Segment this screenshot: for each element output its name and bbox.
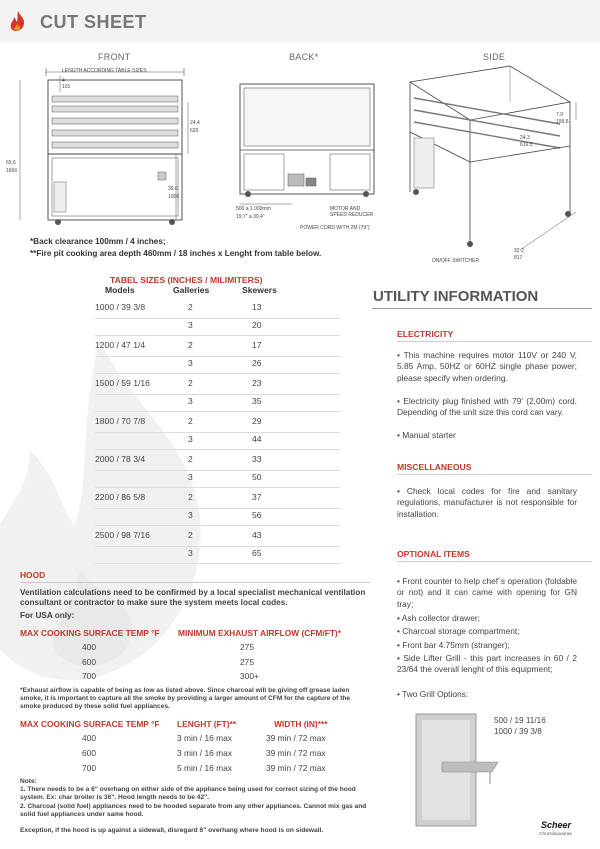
front-dim-base-in: 39.6: [168, 186, 178, 192]
note-back-clearance: *Back clearance 100mm / 4 inches;: [30, 237, 166, 246]
side-lifter-grill-image: [412, 710, 502, 832]
size-model: 1000 / 39 3/8: [95, 302, 146, 312]
utility-divider: [372, 308, 592, 309]
grill-option-2: 1000 / 39 3/8: [494, 727, 542, 736]
flame-icon: [8, 10, 28, 32]
hood-t1-temp: 600: [82, 656, 96, 667]
page-title: CUT SHEET: [40, 12, 147, 32]
hood-usa: For USA only:: [20, 611, 75, 620]
back-motor-label: MOTOR AND: [330, 206, 361, 212]
size-skewers: 37: [252, 492, 262, 502]
brand-subtitle: Churrasqueiras: [539, 832, 572, 837]
optional-item-4: • Front bar 4.75mm (stranger);: [397, 640, 510, 650]
hood-exception: Exception, if the hood is up against a sidewall, disregard 6" overhang where hood is on sidewall.: [20, 827, 324, 834]
front-dim-gallery-mm: 620: [190, 128, 199, 134]
electricity-item-1: • This machine requires motor 110V or 240 V, 5.85 Amp, 50HZ or 60HZ single phase power; please specify when ordering.: [397, 350, 577, 383]
size-skewers: 20: [252, 320, 262, 330]
misc-item: • Check local codes for fire and sanitary regulations, manufacturer is not responsible for installation.: [397, 486, 577, 519]
back-cord-label: POWER CORD WITH 2M (79"): [300, 225, 370, 231]
hood-intro: Ventilation calculations need to be confirmed by a local specialist mechanical ventilation consultant or contractor to make sure the system meets local codes.: [20, 588, 366, 607]
size-skewers: 35: [252, 396, 262, 406]
misc-divider: [397, 474, 592, 475]
side-dim-top-in: 7.9: [556, 112, 563, 118]
front-dim-top-mm: 101: [62, 84, 71, 90]
size-galleries: 2: [188, 530, 193, 540]
side-dim-mid-in: 24.3: [520, 135, 530, 141]
optional-heading: OPTIONAL ITEMS: [397, 549, 470, 559]
electricity-heading: ELECTRICITY: [397, 329, 454, 339]
side-dim-mid-mm: 616.5: [520, 142, 533, 148]
hood-note-2: 2. Charcoal (solid fuel) appliances need to be hooded separate from any other appliances. Cannot mix gas and solid fuel appliances under same hood.: [20, 803, 367, 819]
hood-t1-temp: 400: [82, 642, 96, 652]
side-dim-bot-mm: 817: [514, 255, 523, 261]
size-galleries: 3: [188, 396, 193, 406]
size-galleries: 2: [188, 302, 193, 312]
size-row-divider: [95, 356, 340, 357]
size-skewers: 29: [252, 416, 262, 426]
hood-t1-h2: MINIMUM EXHAUST AIRFLOW (CFM/FT)*: [178, 628, 341, 638]
size-galleries: 3: [188, 434, 193, 444]
optional-item-1: • Front counter to help chef´s operation (foldable or not) and it can came with opening for GN tray;: [397, 576, 577, 609]
size-skewers: 56: [252, 510, 262, 520]
size-row-divider: [95, 394, 340, 395]
size-row-divider: [95, 335, 340, 336]
size-galleries: 2: [188, 378, 193, 388]
hood-t1-airflow: 275: [240, 642, 254, 652]
hood-heading: HOOD: [20, 570, 46, 580]
hood-t2-length: 5 min / 16 max: [177, 763, 232, 773]
side-switcher-label: ON/OFF SWITCHER: [432, 258, 479, 264]
size-model: 2500 / 98 7/16: [95, 530, 150, 540]
size-galleries: 2: [188, 340, 193, 350]
size-model: 1500 / 59 1/16: [95, 378, 150, 388]
front-dim-total-in: 65.6: [6, 160, 16, 166]
back-speed-label: SPEED REDUCER: [330, 212, 374, 218]
size-model: 2200 / 86 5/8: [95, 492, 146, 502]
front-dim-base-mm: 1006: [168, 194, 180, 200]
front-length-label: LENGTH ACCORDING TABLE SIZES: [62, 68, 147, 74]
hood-t1-h1: MAX COOKING SURFACE TEMP °F: [20, 628, 160, 638]
view-label-front: FRONT: [98, 52, 131, 62]
size-skewers: 65: [252, 548, 262, 558]
table-sizes-title: TABEL SIZES (INCHES / MILIMITERS): [110, 275, 263, 285]
hood-t1-temp: 700: [82, 671, 96, 681]
size-skewers: 26: [252, 358, 262, 368]
size-skewers: 33: [252, 454, 262, 464]
hood-note-1: 1. There needs to be a 6" overhang on either side of the appliance being used for correct sizing of the hood system. Ex: char broiler is 36". Hood length needs to be 42".: [20, 786, 356, 802]
size-galleries: 3: [188, 472, 193, 482]
grill-option-1: 500 / 19 11/16: [494, 716, 546, 725]
size-galleries: 3: [188, 358, 193, 368]
hood-t2-length: 3 min / 16 max: [177, 748, 232, 758]
size-galleries: 2: [188, 454, 193, 464]
hood-t2-width: 39 min / 72 max: [266, 748, 326, 758]
size-row-divider: [95, 546, 340, 547]
hood-t2-h2: LENGHT (FT)**: [177, 719, 237, 729]
back-width-in: 19,7" a 39,4": [236, 214, 265, 220]
hood-t2-temp: 600: [82, 748, 96, 758]
utility-title: UTILITY INFORMATION: [373, 288, 539, 305]
size-skewers: 23: [252, 378, 262, 388]
optional-item-5: • Side Lifter Grill - this part increases in 60 / 2 23/64 the overall lenght of this equipment;: [397, 653, 577, 675]
size-model: 1200 / 47 1/4: [95, 340, 146, 350]
size-row-divider: [95, 318, 340, 319]
size-row-divider: [95, 470, 340, 471]
size-row-divider: [95, 449, 340, 450]
col-galleries: Galleries: [173, 285, 210, 295]
optional-item-2: • Ash collector drawer;: [397, 613, 480, 623]
misc-heading: MISCELLANEOUS: [397, 462, 472, 472]
size-galleries: 3: [188, 320, 193, 330]
hood-t2-width: 39 min / 72 max: [266, 763, 326, 773]
size-galleries: 2: [188, 492, 193, 502]
size-model: 2000 / 78 3/4: [95, 454, 146, 464]
hood-t1-airflow: 275: [240, 656, 254, 667]
col-skewers: Skewers: [242, 285, 277, 295]
size-skewers: 44: [252, 434, 262, 444]
brand-logo: Scheer: [541, 820, 572, 830]
size-galleries: 3: [188, 548, 193, 558]
size-galleries: 3: [188, 510, 193, 520]
size-row-divider: [95, 487, 340, 488]
size-skewers: 50: [252, 472, 262, 482]
front-view-drawing: [0, 62, 200, 230]
side-view-drawing: [400, 62, 590, 262]
side-dim-top-mm: 199.6: [556, 119, 569, 125]
electricity-divider: [397, 341, 592, 342]
note-fire-pit: **Fire pit cooking area depth 460mm / 18 inches x Lenght from table below.: [30, 249, 322, 258]
hood-t1-airflow: 300+: [240, 671, 259, 681]
hood-divider: [20, 582, 370, 583]
size-galleries: 2: [188, 416, 193, 426]
size-row-divider: [95, 508, 340, 509]
hood-note-heading: Note:: [20, 778, 37, 785]
hood-t2-length: 3 min / 16 max: [177, 733, 232, 743]
hood-exhaust-note: *Exhaust airflow is capable of being as low as listed above. Since charcoal will be giving off grease laden smoke, it is important to capture all the smoke by providing a larger amount of CFM for the capture of the smoke produced by these solid fuel appliances.: [20, 687, 351, 711]
size-row-divider: [95, 563, 340, 564]
front-dim-total-mm: 1666: [6, 168, 18, 174]
size-skewers: 43: [252, 530, 262, 540]
size-skewers: 13: [252, 302, 262, 312]
optional-item-6: • Two Grill Options:: [397, 689, 469, 699]
hood-t2-temp: 700: [82, 763, 96, 773]
hood-t2-width: 39 min / 72 max: [266, 733, 326, 743]
size-row-divider: [95, 525, 340, 526]
size-model: 1800 / 70 7/8: [95, 416, 146, 426]
hood-t2-h1: MAX COOKING SURFACE TEMP °F: [20, 719, 160, 729]
size-row-divider: [95, 432, 340, 433]
front-dim-gallery-in: 24.4: [190, 120, 200, 126]
optional-divider: [397, 561, 592, 562]
size-skewers: 17: [252, 340, 262, 350]
hood-t2-temp: 400: [82, 733, 96, 743]
optional-item-3: • Charcoal storage compartment;: [397, 626, 520, 636]
view-label-back: BACK*: [289, 52, 319, 62]
view-label-side: SIDE: [483, 52, 506, 62]
size-row-divider: [95, 411, 340, 412]
electricity-item-2: • Electricity plug finished with 79' (2,00m) cord. Depending of the unit size this cord can vary.: [397, 396, 577, 418]
side-dim-bot-in: 32.2: [514, 248, 524, 254]
size-row-divider: [95, 373, 340, 374]
back-width-mm: 500 a 1.000mm: [236, 206, 271, 212]
hood-t2-h3: WIDTH (IN)***: [274, 719, 328, 729]
front-dim-top-in: 4: [62, 78, 65, 84]
electricity-item-3: • Manual starter: [397, 430, 456, 440]
col-models: Models: [105, 285, 135, 295]
